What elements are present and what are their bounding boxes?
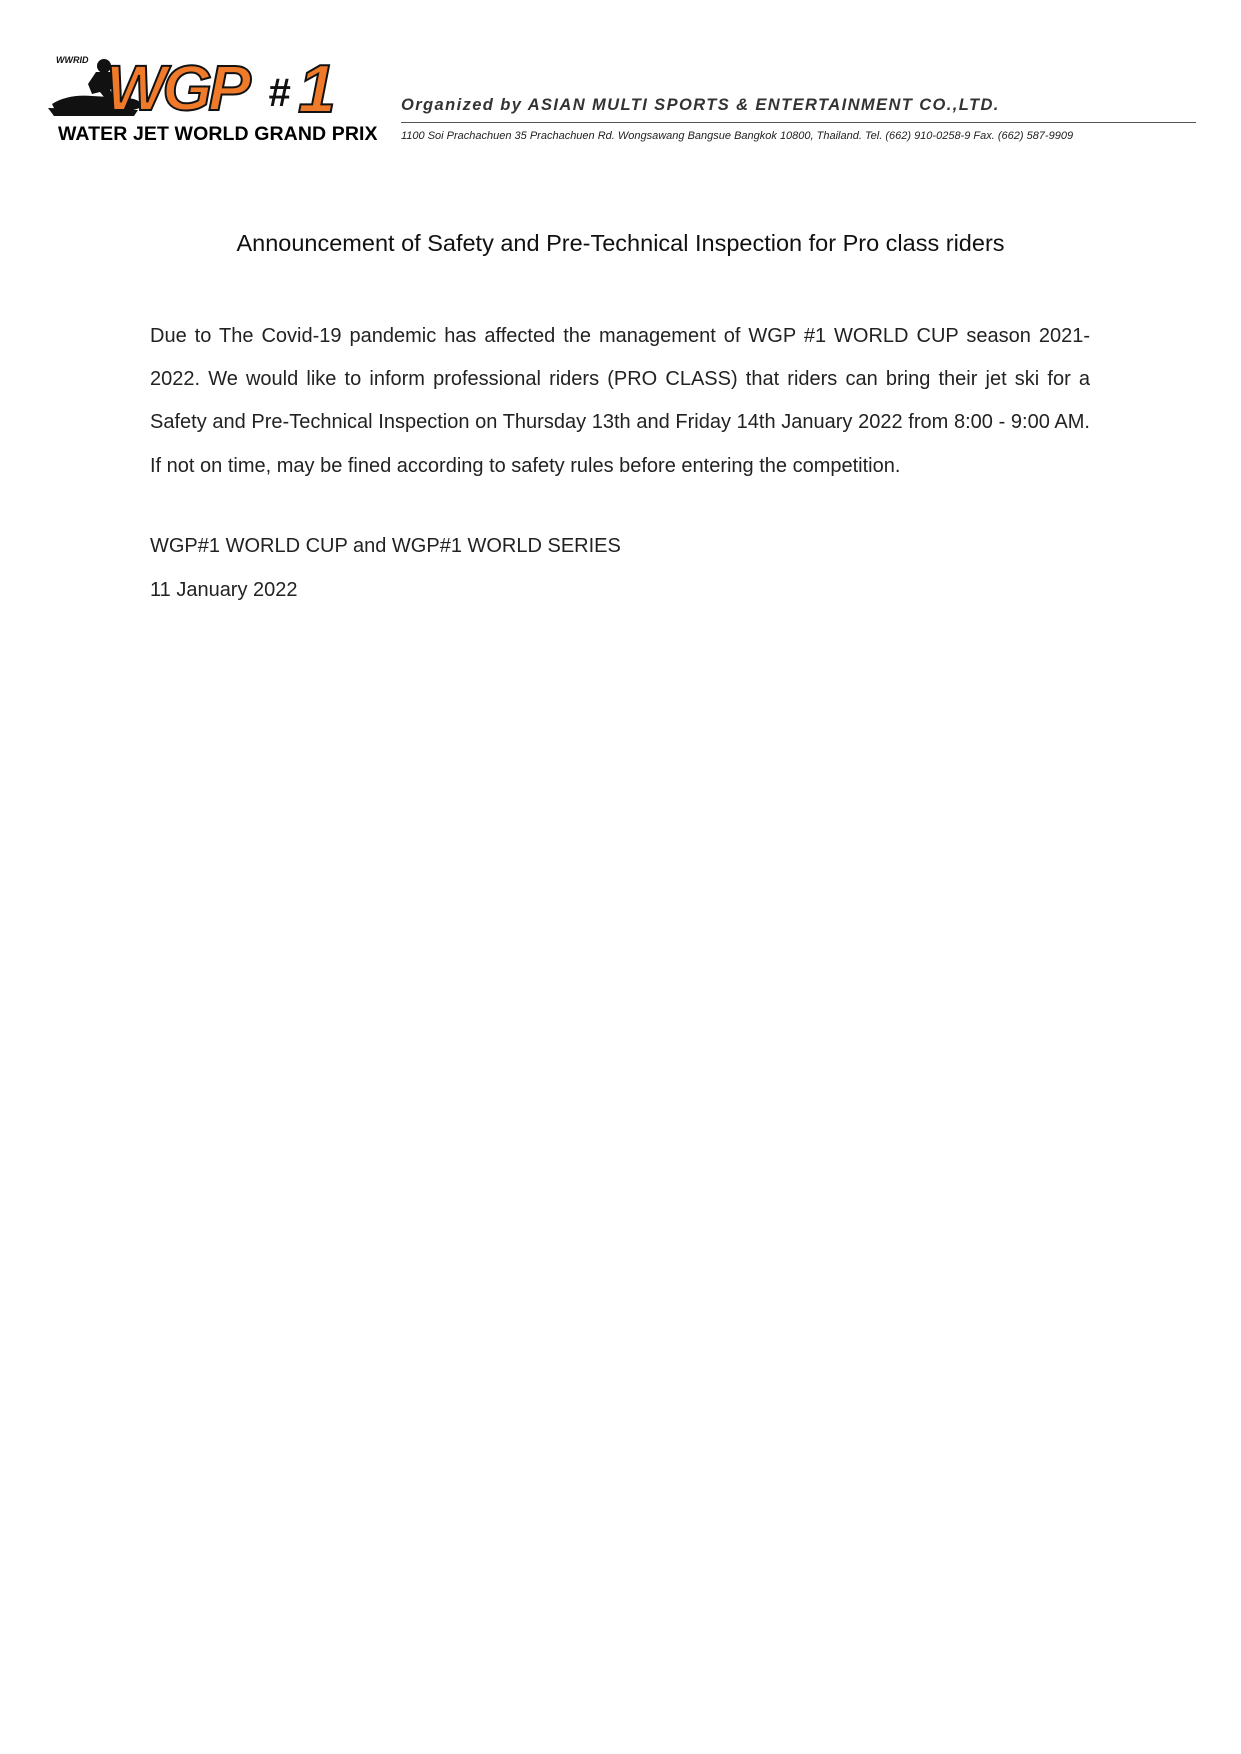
address-line: 1100 Soi Prachachuen 35 Prachachuen Rd. Wongsawang Bangsue Bangkok 10800, Thailand. Tel. (662) 910-0258-9 Fax. (662) 587-9909 (401, 130, 1074, 142)
wgp-logo (48, 54, 378, 150)
letterhead (0, 0, 1241, 160)
document-date: 11 January 2022 (150, 579, 298, 601)
signature-organization: WGP#1 WORLD CUP and WGP#1 WORLD SERIES (150, 535, 621, 557)
header-divider (401, 122, 1196, 123)
logo-caption: WATER JET WORLD GRAND PRIX (58, 123, 378, 145)
jet-ski-rider-logo-mark (48, 54, 378, 124)
document-title: Announcement of Safety and Pre-Technical Inspection for Pro class riders (236, 230, 1005, 256)
wwrid-mark: WWRID (56, 55, 89, 65)
hash-mark: # (268, 71, 291, 115)
wgp-mark: WGP (106, 54, 247, 124)
number-one-mark: 1 (298, 54, 336, 124)
organizer-line: Organized by ASIAN MULTI SPORTS & ENTERTAINMENT CO.,LTD. (401, 96, 1000, 114)
announcement-body: Due to The Covid-19 pandemic has affected the management of WGP #1 WORLD CUP season 2021-2022. We would like to inform professional riders (PRO CLASS) that riders can bring their jet ski for a Safety and Pre-Technical Inspection on Thursday 13th and Friday 14th January 2022 from 8:00 - 9:00 AM. If not on time, may be fined according to safety rules before entering the competition. (150, 325, 1090, 477)
